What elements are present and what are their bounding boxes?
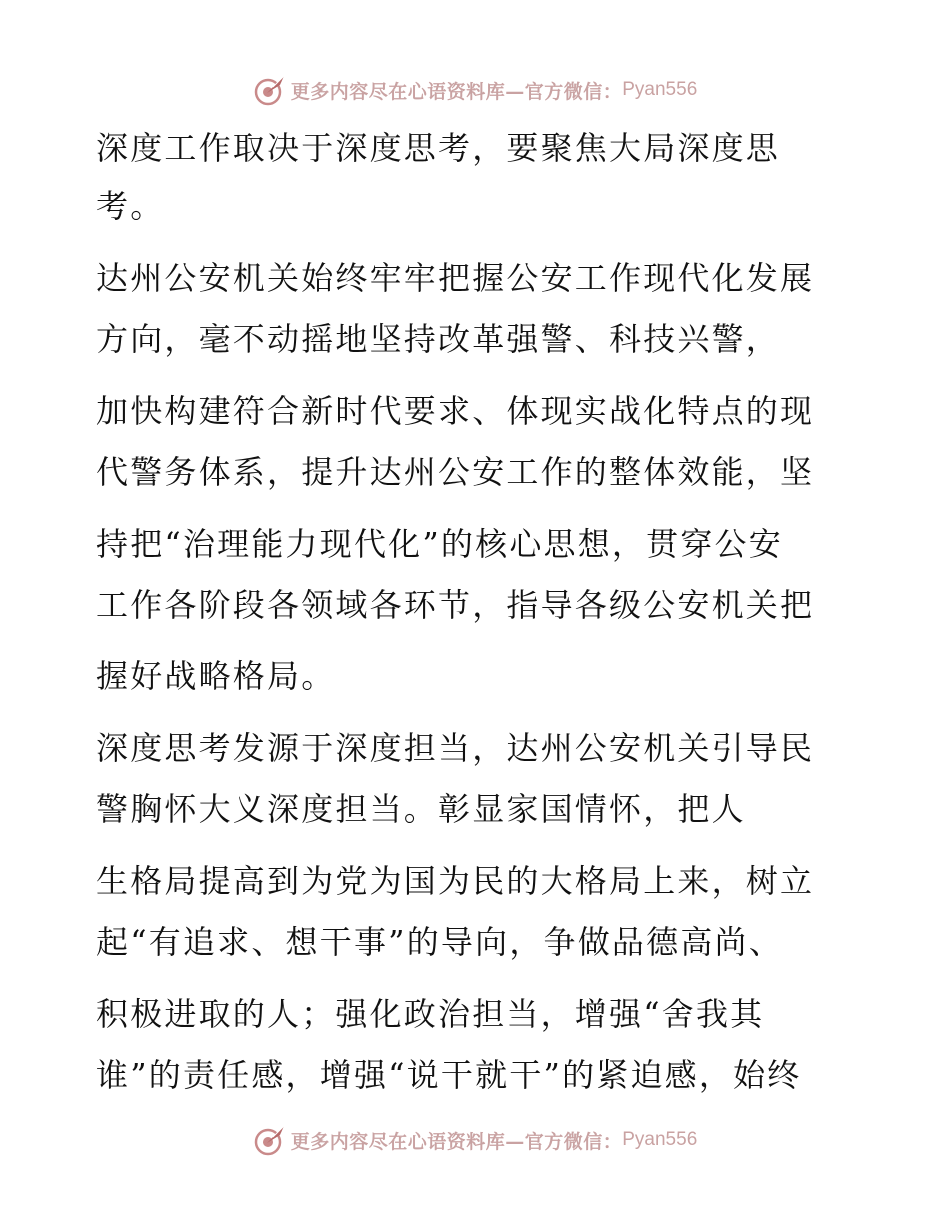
text-line: 达州公安机关始终牢牢把握公安工作现代化发展	[96, 259, 815, 297]
watermark-text: 更多内容尽在心语资料库—官方微信：	[290, 1130, 623, 1153]
watermark-wechat-id: Pyan556	[622, 79, 698, 100]
text-line: 工作各阶段各领域各环节，指导各级公安机关把	[96, 586, 815, 624]
text-line: 积极进取的人；强化政治担当，增强“舍我其	[96, 995, 765, 1033]
text-line: 深度思考发源于深度担当，达州公安机关引导民	[96, 729, 815, 767]
watermark-wechat-id: Pyan556	[622, 1129, 698, 1150]
text-line: 谁”的责任感，增强“说干就干”的紧迫感，始终	[96, 1056, 802, 1094]
text-line: 代警务体系，提升达州公安工作的整体效能，坚	[96, 453, 815, 491]
watermark-text: 更多内容尽在心语资料库—官方微信：	[290, 80, 623, 103]
text-line: 深度工作取决于深度思考，要聚焦大局深度思	[96, 129, 781, 167]
text-line: 方向，毫不动摇地坚持改革强警、科技兴警，	[96, 320, 781, 358]
text-line: 考。	[96, 187, 165, 225]
text-line: 加快构建符合新时代要求、体现实战化特点的现	[96, 392, 815, 430]
text-line: 握好战略格局。	[96, 657, 336, 695]
text-line: 警胸怀大义深度担当。彰显家国情怀，把人	[96, 790, 746, 828]
header-watermark	[0, 70, 950, 110]
text-line: 起“有追求、想干事”的导向，争做品德高尚、	[96, 923, 783, 961]
footer-watermark	[0, 1120, 950, 1160]
quill-logo-icon	[253, 73, 287, 107]
text-line: 生格局提高到为党为国为民的大格局上来，树立	[96, 862, 815, 900]
text-line: 持把“治理能力现代化”的核心思想，贯穿公安	[96, 525, 783, 563]
quill-logo-icon	[253, 1123, 287, 1157]
